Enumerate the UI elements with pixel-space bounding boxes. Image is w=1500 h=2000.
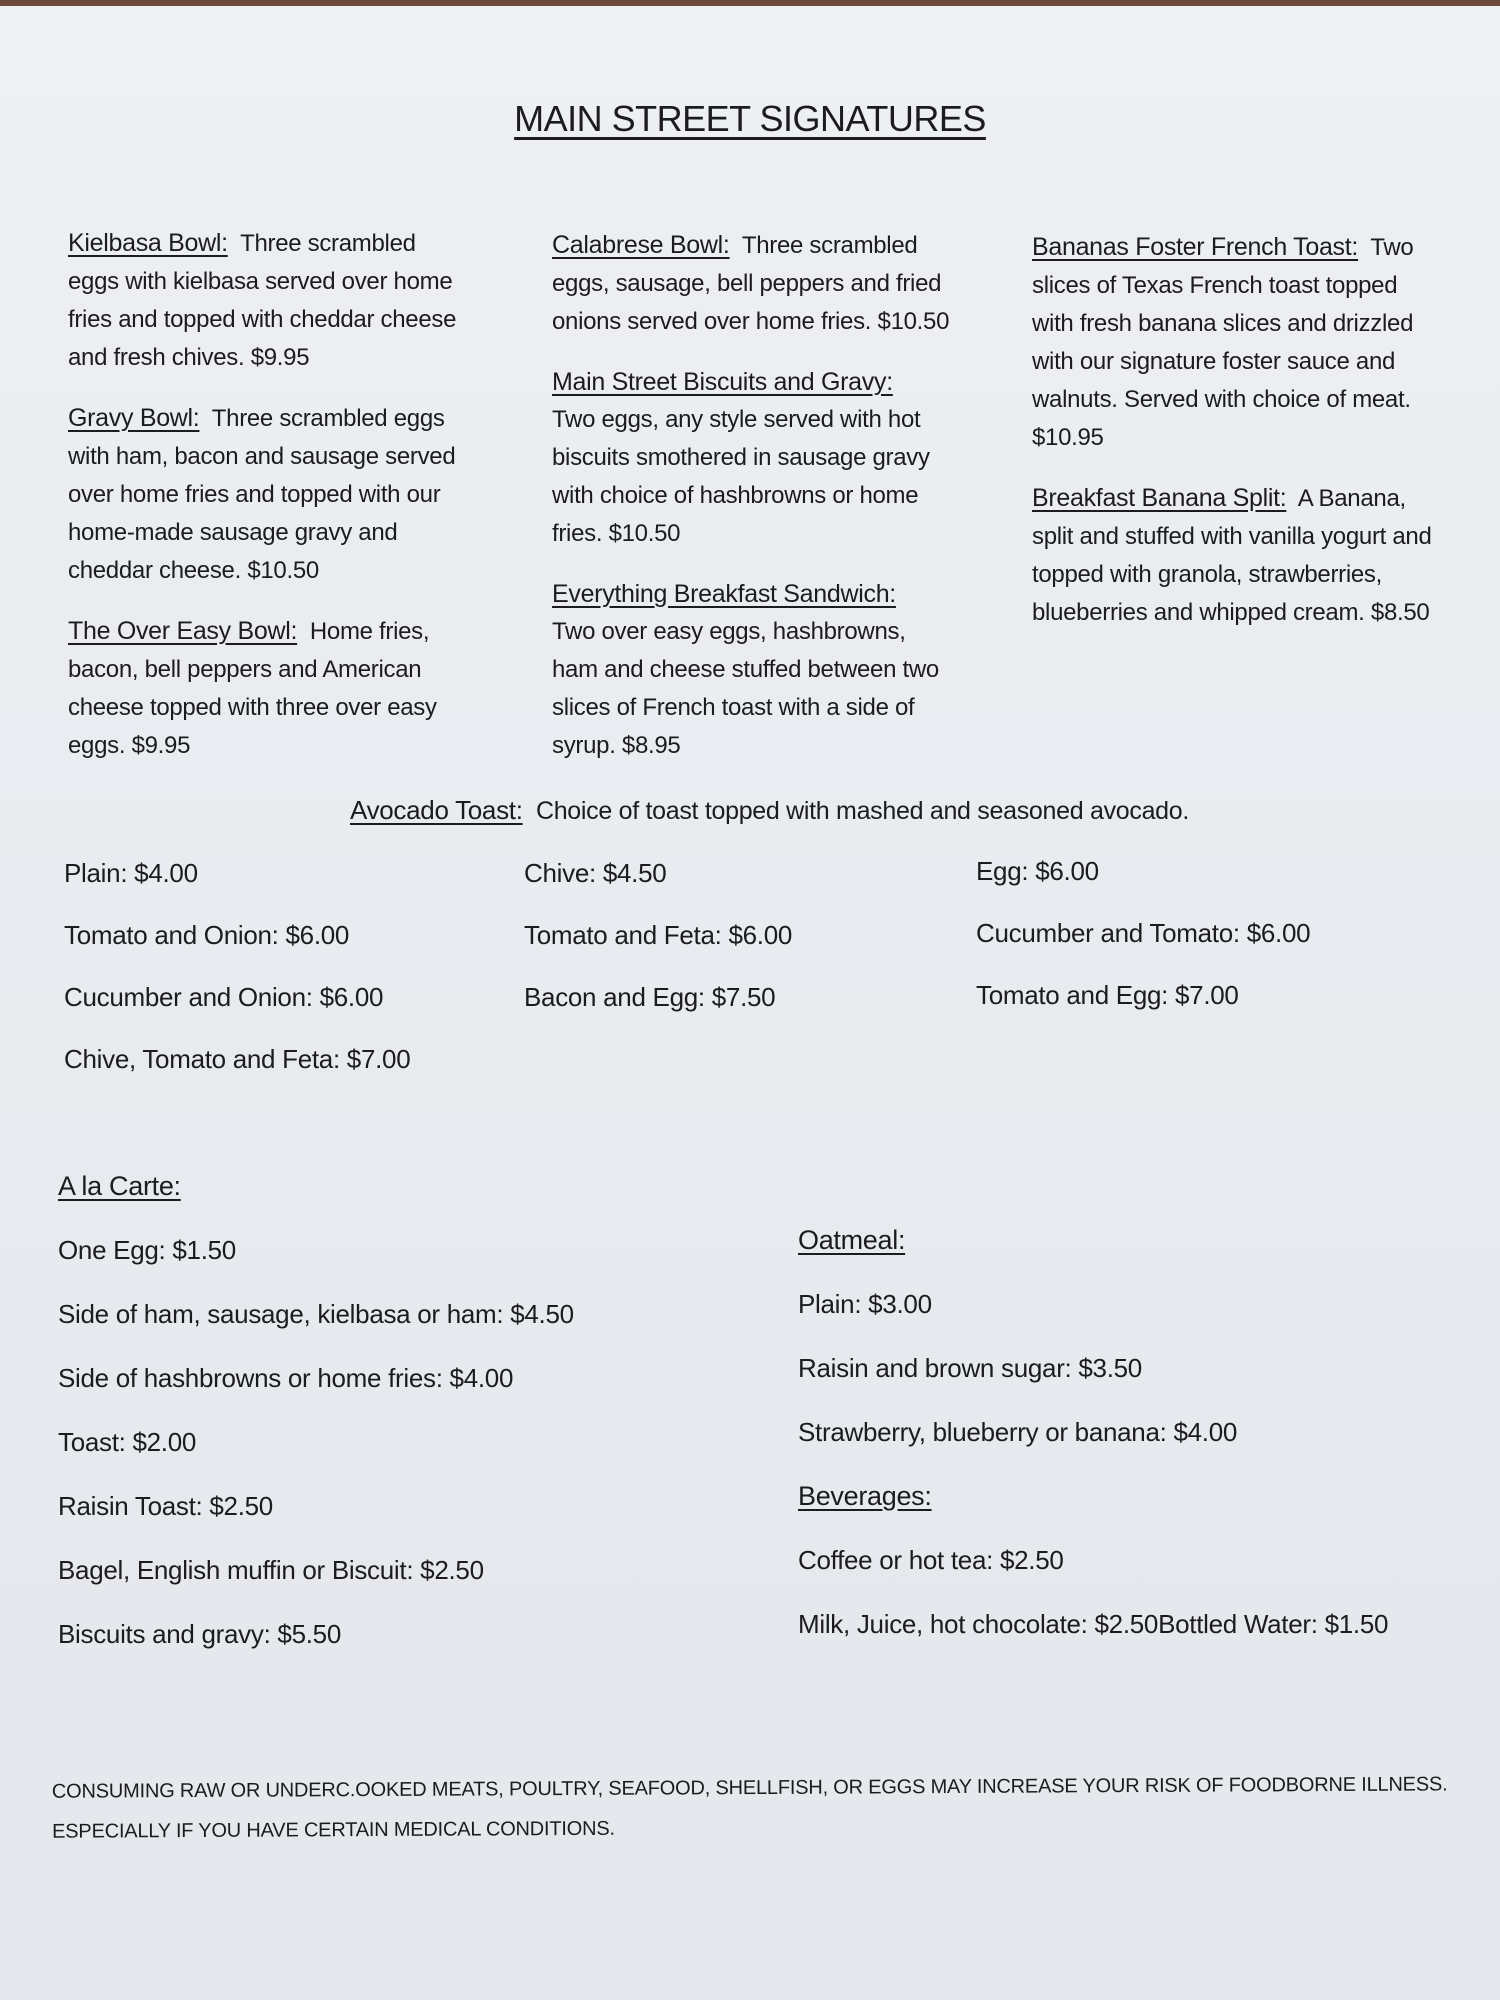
- avocado-option: Cucumber and Tomato: $6.00: [976, 918, 1311, 948]
- menu-item-description: Three scrambled eggs, sausage, bell peppers and fried onions served over home fries. $10.50: [552, 232, 950, 335]
- a-la-carte-item: Side of ham, sausage, kielbasa or ham: $4.50: [58, 1299, 574, 1329]
- avocado-toast-heading: [350, 792, 1350, 829]
- beverage-item: Milk, Juice, hot chocolate: $2.50Bottled Water: $1.50: [798, 1609, 1389, 1639]
- menu-item-name: Calabrese Bowl:: [552, 231, 730, 259]
- menu-item-name: Bananas Foster French Toast:: [1032, 233, 1359, 261]
- avocado-option: Chive, Tomato and Feta: $7.00: [64, 1044, 411, 1074]
- menu-item-name: Kielbasa Bowl:: [68, 229, 228, 257]
- menu-item-description: Three scrambled eggs with ham, bacon and sausage served over home fries and topped with our home-made sausage gravy and cheddar cheese. $10.50: [68, 405, 456, 584]
- avocado-option: Chive: $4.50: [524, 858, 667, 888]
- menu-item: [68, 224, 468, 377]
- a-la-carte-item: Toast: $2.00: [58, 1427, 197, 1457]
- avocado-option: Bacon and Egg: $7.50: [524, 982, 776, 1012]
- page-title: MAIN STREET SIGNATURES: [514, 98, 986, 139]
- avocado-option: Tomato and Feta: $6.00: [524, 920, 793, 950]
- avocado-option: Tomato and Onion: $6.00: [64, 920, 350, 950]
- avocado-options-column-1: [64, 842, 484, 1090]
- oatmeal-item: Plain: $3.00: [798, 1289, 932, 1319]
- menu-item-description: Two slices of Texas French toast topped with fresh banana slices and drizzled with our signature foster sauce and walnuts. Served with choice of meat. $10.95: [1032, 234, 1414, 451]
- beverages-heading: Beverages:: [798, 1481, 932, 1511]
- avocado-option: Egg: $6.00: [976, 856, 1099, 886]
- menu-page: [0, 6, 1500, 2000]
- avocado-options-column-2: [524, 842, 944, 1028]
- menu-item: [1032, 228, 1437, 457]
- oatmeal-heading: Oatmeal:: [798, 1225, 906, 1255]
- signatures-column-2: [552, 226, 952, 787]
- a-la-carte-section: [58, 1154, 678, 1666]
- avocado-options-column-3: [976, 840, 1436, 1026]
- avocado-option: Cucumber and Onion: $6.00: [64, 982, 384, 1012]
- disclaimer-line-2: ESPECIALLY IF YOU HAVE CERTAIN MEDICAL CONDITIONS.: [52, 1817, 615, 1843]
- a-la-carte-item: One Egg: $1.50: [58, 1235, 236, 1265]
- menu-item: [68, 612, 468, 765]
- menu-item-description: Two eggs, any style served with hot biscuits smothered in sausage gravy with choice of hashbrowns or home fries. $10.50: [552, 406, 930, 547]
- menu-item: [552, 363, 952, 553]
- signatures-column-3: [1032, 228, 1437, 654]
- oatmeal-item: Raisin and brown sugar: $3.50: [798, 1353, 1142, 1383]
- avocado-option: Plain: $4.00: [64, 858, 198, 888]
- menu-item: [552, 575, 952, 765]
- beverage-item: Coffee or hot tea: $2.50: [798, 1545, 1064, 1575]
- menu-item-name: Breakfast Banana Split:: [1032, 484, 1287, 512]
- menu-item-name: Gravy Bowl:: [68, 404, 200, 432]
- menu-item: [552, 226, 952, 341]
- oatmeal-beverages-section: [798, 1208, 1478, 1656]
- a-la-carte-heading: A la Carte:: [58, 1171, 181, 1201]
- menu-item: [1032, 479, 1437, 632]
- menu-item-name: Main Street Biscuits and Gravy:: [552, 368, 893, 396]
- disclaimer-line-1: CONSUMING RAW OR UNDERC.OOKED MEATS, POULTRY, SEAFOOD, SHELLFISH, OR EGGS MAY INCREASE YOUR RISK OF FOODBORNE ILLNESS.: [51, 1773, 1448, 1803]
- oatmeal-item: Strawberry, blueberry or banana: $4.00: [798, 1417, 1238, 1447]
- a-la-carte-item: Side of hashbrowns or home fries: $4.00: [58, 1363, 514, 1393]
- avocado-option: Tomato and Egg: $7.00: [976, 980, 1239, 1010]
- signatures-column-1: [68, 224, 468, 787]
- menu-item-description: Three scrambled eggs with kielbasa served over home fries and topped with cheddar cheese and fresh chives. $9.95: [68, 230, 457, 371]
- menu-item: [68, 399, 468, 590]
- menu-item-name: The Over Easy Bowl:: [68, 617, 298, 645]
- avocado-toast-description: Choice of toast topped with mashed and seasoned avocado.: [535, 797, 1190, 825]
- menu-item-description: Two over easy eggs, hashbrowns, ham and cheese stuffed between two slices of French toast with a side of syrup. $8.95: [552, 618, 939, 759]
- a-la-carte-item: Raisin Toast: $2.50: [58, 1491, 273, 1521]
- menu-item-description: A Banana, split and stuffed with vanilla yogurt and topped with granola, strawberries, blueberries and whipped cream. $8.50: [1032, 485, 1432, 626]
- menu-item-name: Everything Breakfast Sandwich:: [552, 580, 896, 608]
- a-la-carte-item: Bagel, English muffin or Biscuit: $2.50: [58, 1555, 484, 1585]
- a-la-carte-item: Biscuits and gravy: $5.50: [58, 1619, 341, 1649]
- food-safety-disclaimer: [52, 1764, 1472, 1851]
- avocado-toast-name: Avocado Toast:: [350, 795, 523, 825]
- menu-item-description: Home fries, bacon, bell peppers and American cheese topped with three over easy eggs. $9.95: [68, 618, 437, 759]
